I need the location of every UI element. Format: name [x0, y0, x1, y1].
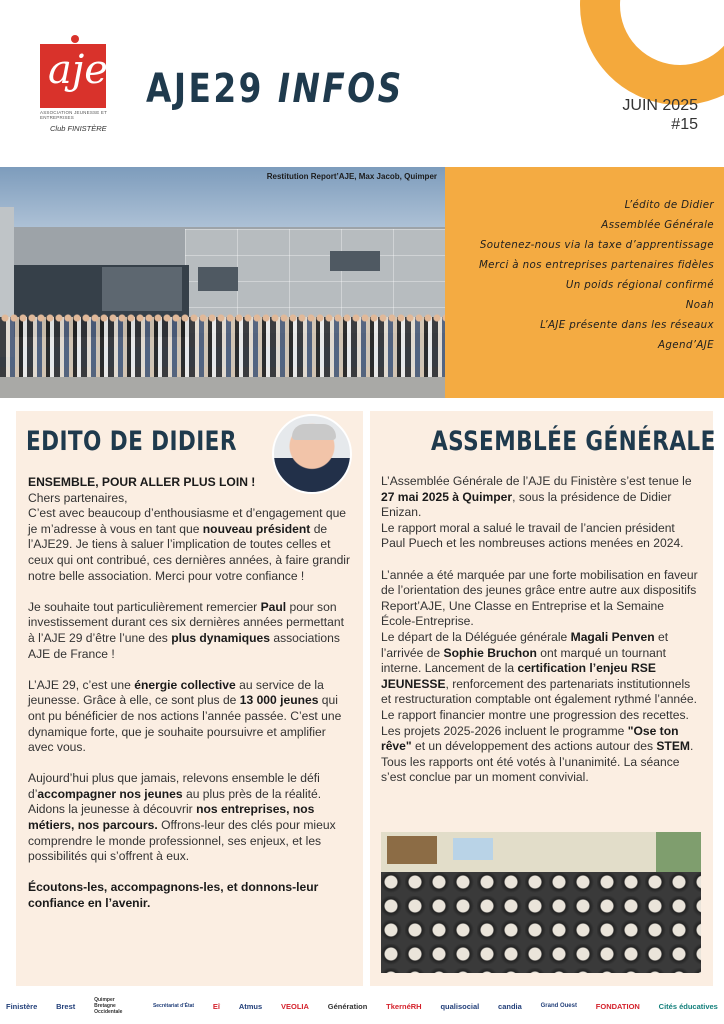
title-main: AJE29	[146, 66, 264, 112]
sponsor-logo: VEOLIA	[281, 1001, 309, 1011]
toc-item-merci[interactable]: Merci à nos entreprises partenaires fidèles	[478, 259, 714, 271]
text: Les projets 2025-2026 incluent le programme	[381, 723, 628, 738]
text: , renforcement des partenariats institutionnels et restructuration comptable ont également rythmé l’année. Le rapport financier montre une progression des recettes.	[381, 676, 697, 722]
text-bold: nouveau président	[202, 521, 311, 536]
toc-item-poids[interactable]: Un poids régional confirmé	[565, 279, 714, 291]
text-bold: accompagner nos jeunes	[37, 786, 183, 801]
text: Je souhaite tout particulièrement remercier	[28, 599, 261, 614]
text: , sous la présidence de Didier Enizan.	[381, 489, 672, 520]
text-bold: nos entreprises, nos métiers, nos parcours.	[28, 802, 315, 833]
photo-entrance-window	[102, 267, 182, 311]
text: de l’AJE29. Je tiens à saluer l’implication de toutes celles et ceux qui ont contribué, ces dernières années, à faire grandir notre belle association. Merci pour votre confiance !	[28, 521, 351, 583]
text-bold: Sophie Bruchon	[443, 645, 537, 660]
toc-item-taxe[interactable]: Soutenez-nous via la taxe d’apprentissage	[479, 239, 714, 251]
sponsor-logo: qualisocial	[440, 1001, 480, 1011]
text-bold: plus dynamiques	[171, 630, 270, 645]
text: L’AJE 29, c’est une	[28, 677, 135, 692]
sponsor-logo: Finistère	[6, 1001, 38, 1011]
text: pour son investissement durant ces six dernières années permettant à l’AJE 29 d’être l’une des	[28, 599, 344, 645]
text: . Tous les rapports ont été votés à l’unanimité. La séance s’est conclue par un moment convivial.	[381, 739, 694, 785]
logo-club-name: Club FINISTÈRE	[50, 123, 107, 133]
text: C’est avec beaucoup d’enthousiasme et d’engagement que je m’adresse à vous en tant que	[28, 506, 347, 536]
portrait-hair	[292, 424, 336, 440]
text: et un développement des actions autour des	[411, 739, 657, 754]
text: Aujourd’hui plus que jamais, relevons ensemble le défi d’	[28, 771, 320, 801]
sponsor-logo: Eî	[212, 1001, 220, 1011]
text-bold: Paul	[260, 599, 287, 614]
photo-facade-panel	[330, 251, 380, 271]
photo-crowd	[0, 317, 445, 377]
text-bold: énergie collective	[134, 677, 236, 692]
decorative-circle	[580, 0, 724, 105]
ag-heading: ASSEMBLÉE GÉNÉRALE	[431, 426, 716, 457]
ag-paragraph: L’année a été marquée par une forte mobilisation en faveur de l’orientation des jeunes grâce entre autre aux dispositifs Report’AJE, Une Classe en Entreprise et la Semaine École-Entreprise.	[381, 567, 698, 629]
text-bold: 27 mai 2025 à Quimper	[381, 489, 513, 504]
assembly-photo	[381, 832, 701, 973]
photo-caption: Restitution Report’AJE, Max Jacob, Quimper	[266, 172, 437, 181]
sponsor-logo: Génération	[327, 1001, 368, 1011]
logo-dot	[71, 35, 79, 43]
table-of-contents	[445, 167, 724, 398]
edito-greeting: Chers partenaires,	[28, 490, 128, 505]
aje-logo	[40, 44, 112, 133]
text: associations AJE de France !	[28, 630, 340, 661]
logo-letters: aje	[48, 47, 108, 93]
sponsor-bar	[0, 992, 724, 1020]
text: au service de la jeunesse. Grâce à elle, ce sont plus de	[28, 677, 324, 708]
edito-paragraph	[28, 506, 351, 584]
text: Offrons-leur des clés pour mieux comprendre le monde professionnel, ses enjeux, et les possibilités qui s’offrent à eux.	[28, 818, 336, 864]
photo-board	[387, 836, 437, 864]
ag-paragraph	[381, 474, 701, 521]
edito-closing: Écoutons-les, accompagnons-les, et donnons-leur confiance en l’avenir.	[28, 880, 319, 911]
photo-screen	[453, 838, 493, 860]
toc-item-noah[interactable]: Noah	[685, 299, 714, 311]
edito-paragraph	[28, 600, 351, 662]
edito-lead: ENSEMBLE, POUR ALLER PLUS LOIN !	[28, 475, 256, 489]
sponsor-logo: FONDATION	[595, 1001, 640, 1011]
newsletter-title	[146, 66, 404, 112]
text: au plus près de la réalité. Aidons la jeunesse à découvrir	[28, 786, 322, 817]
photo-facade-panel	[198, 267, 238, 291]
text: ont marqué un tournant interne. Lancement de la	[381, 645, 666, 676]
sponsor-logo: Quimper Bretagne Occidentale	[94, 997, 123, 1015]
sponsor-logo: Secrétariat d’État	[152, 1003, 195, 1009]
text-bold: "Ose ton rêve"	[381, 723, 679, 754]
toc-item-edito[interactable]: L’édito de Didier	[624, 199, 714, 211]
toc-item-reseaux[interactable]: L’AJE présente dans les réseaux	[540, 319, 714, 331]
toc-item-assemblee[interactable]: Assemblée Générale	[601, 219, 714, 231]
sponsor-logo: candia	[498, 1001, 522, 1011]
text-bold: certification l’enjeu RSE JEUNESSE	[381, 661, 656, 691]
toc-item-agenda[interactable]: Agend’AJE	[658, 339, 714, 351]
sponsor-logo: Brest	[56, 1001, 76, 1011]
sponsor-logo: Cités éducatives	[658, 1001, 718, 1011]
sponsor-logo: Grand Ouest	[540, 1003, 577, 1009]
text-bold: Magali Penven	[570, 629, 655, 644]
text-bold: STEM	[656, 739, 690, 754]
edito-paragraph	[28, 678, 351, 756]
photo-crowd-heads	[0, 313, 445, 323]
text: et l’arrivée de	[381, 629, 669, 660]
hero-photo	[0, 167, 445, 398]
sponsor-logo: Atmus	[238, 1001, 263, 1011]
edito-paragraph	[28, 771, 351, 865]
ag-paragraph	[381, 630, 701, 724]
issue-number: #15	[671, 116, 698, 133]
logo-mark	[40, 44, 106, 108]
edito-body	[28, 475, 351, 912]
issue-date: JUIN 2025	[622, 97, 698, 114]
title-italic: INFOS	[277, 66, 404, 112]
text: Le départ de la Déléguée générale	[381, 629, 571, 644]
edito-section	[16, 411, 363, 986]
ag-body	[381, 474, 701, 786]
photo-audience	[381, 872, 701, 973]
issue-info	[622, 96, 698, 134]
text: L’Assemblée Générale de l’AJE du Finistère s’est tenue le	[381, 474, 692, 488]
ag-paragraph	[381, 724, 701, 786]
edito-heading: EDITO DE DIDIER	[26, 426, 237, 457]
text: qui ont pu bénéficier de nos actions l’année passée. C’est une dynamique forte, que je souhaite poursuivre et amplifier avec vous.	[28, 693, 342, 755]
ag-paragraph: Le rapport moral a salué le travail de l’ancien président Paul Puech et les nombreuses actions menées en 2024.	[381, 520, 684, 551]
sponsor-logo: TkernéRH	[386, 1001, 422, 1011]
ag-section	[370, 411, 716, 986]
logo-org-name: ASSOCIATION JEUNESSE ET ENTREPRISES	[40, 110, 107, 121]
text-bold: 13 000 jeunes	[239, 693, 319, 708]
